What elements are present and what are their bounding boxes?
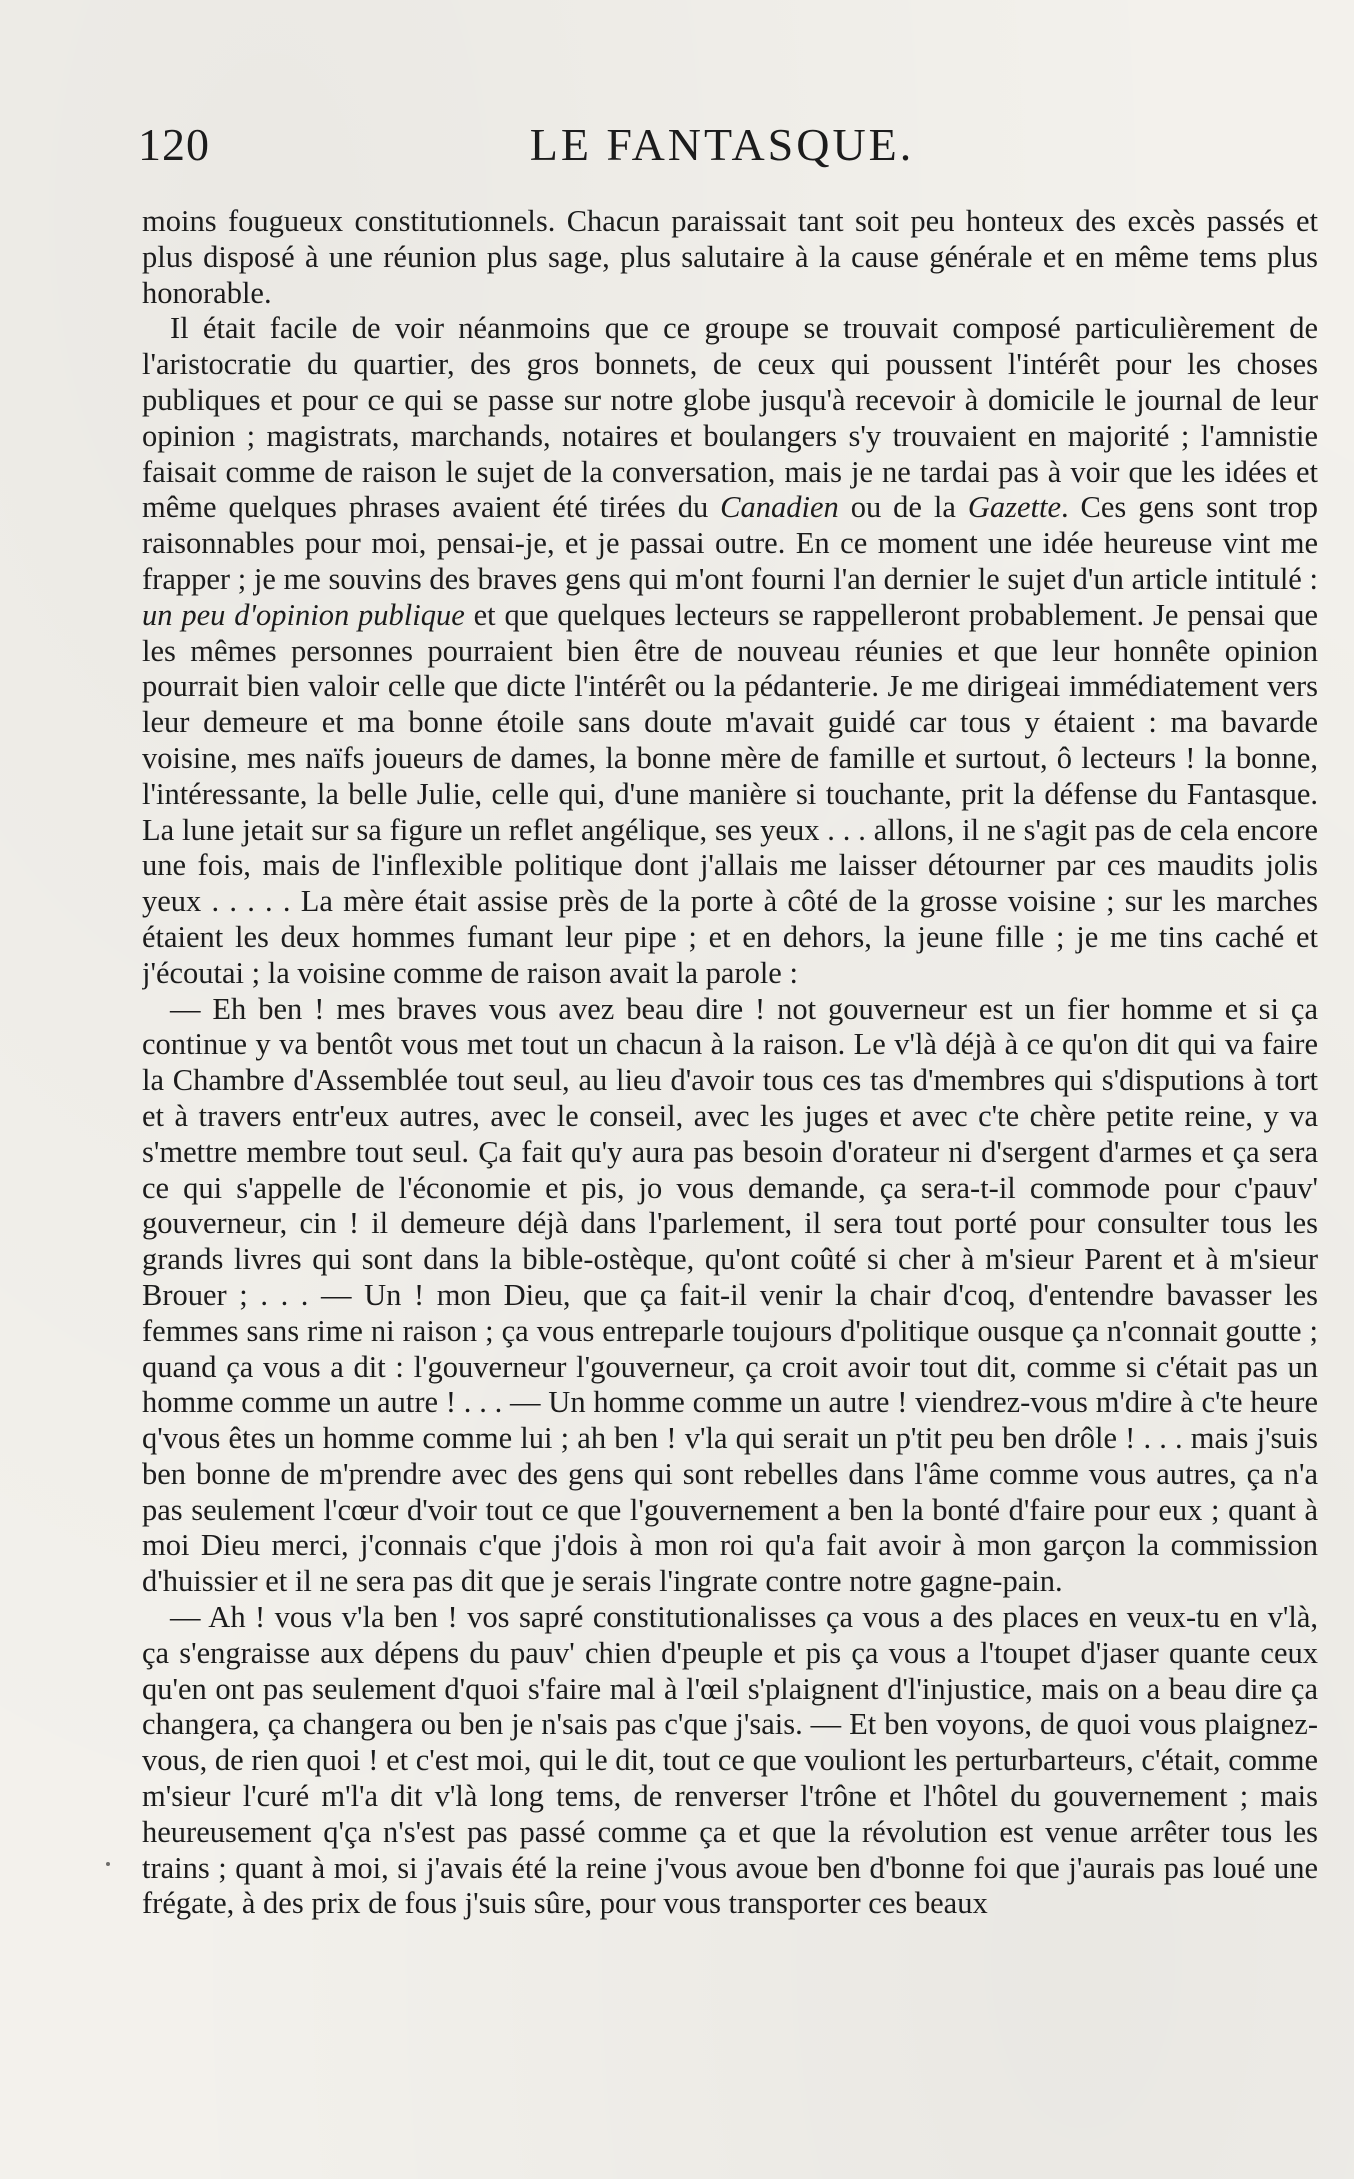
page-number: 120 xyxy=(138,119,210,170)
text-run: et que quelques lecteurs se rappelleront probablement. Je pensai que les mêmes personnes pourraient bien être de nouveau réunies et que leur honnête opinion pourrait bien valoir celle que dicte l'intérêt ou la pédanterie. Je me dirigeai immédiatement vers leur demeure et ma bonne étoile sans doute m'avait guidé car tous y étaient : ma bavarde voisine, mes naïfs joueurs de dames, la bonne mère de famille et surtout, ô lecteurs ! la bonne, l'intéressante, la belle Julie, celle qui, d'une manière si touchante, prit la défense du Fantasque. La lune jetait sur sa figure un reflet angélique, ses yeux . . . allons, il ne s'agit pas de cela encore une fois, mais de l'inflexible politique dont j'allais me laisser détourner par ces maudits jolis yeux . . . . . La mère était assise près de la porte à côté de la grosse voisine ; sur les marches étaient les deux hommes fumant leur pipe ; et en dehors, la jeune fille ; je me tins caché et j'écoutai ; la voisine comme de raison avait la parole : xyxy=(142,597,1318,990)
text-run: ou de la xyxy=(838,490,968,525)
page-header xyxy=(132,118,1312,178)
text-run: — Ah ! vous v'la ben ! vos sapré constitutionalisses ça vous a des places en veux-tu en v'là, ça s'engraisse aux dépens du pauv' chien d'peuple et pis ça vous a l'toupet d'jaser quante ceux qu'en ont pas seulement d'quoi s'faire mal à l'œil s'plaignent d'l'injustice, mais on a beau dire ça changera, ça changera ou ben je n'sais pas c'que j'sais. — Et ben voyons, de quoi vous plaignez-vous, de rien quoi ! et c'est moi, qui le dit, tout ce que vouliont les perturbarteurs, c'était, comme m'sieur l'curé m'l'a dit v'là long tems, de renverser l'trône et l'hôtel du gouvernement ; mais heureusement q'ça n's'est pas passé comme ça et que la révolution est venue arrêter tous les trains ; quant à moi, si j'avais été la reine j'vous avoue ben d'bonne foi que j'aurais pas loué une frégate, à des prix de fous j'suis sûre, pour vous transporter ces beaux xyxy=(142,1600,1318,1921)
ink-speck xyxy=(106,1862,110,1866)
text-run: — Eh ben ! mes braves vous avez beau dire ! not gouverneur est un fier homme et si ça continue y va bentôt vous met tout un chacun à la raison. Le v'là déjà à ce qu'on dit qui va faire la Chambre d'Assemblée tout seul, au lieu d'avoir tous ces tas d'membres qui s'disputions à tort et à travers entr'eux autres, avec le conseil, avec les juges et avec c'te chère petite reine, y va s'mettre membre tout seul. Ça fait qu'y aura pas besoin d'orateur ni d'sergent d'armes et ça sera ce qui s'appelle de l'économie et pis, jo vous demande, ça sera-t-il commode pour c'pauv' gouverneur, cin ! il demeure déjà dans l'parlement, il sera tout porté pour consulter tous les grands livres qui sont dans la bible-ostèque, qu'ont coûté si cher à m'sieur Parent et à m'sieur Brouer ; . . . — Un ! mon Dieu, que ça fait-il venir la chair d'coq, d'entendre bavasser les femmes sans rime ni raison ; ça vous entreparle toujours d'politique ousque ça n'connait goutte ; quand ça vous a dit : l'gouverneur l'gouverneur, ça croit avoir tout dit, comme si c'était pas un homme comme un autre ! . . . — Un homme comme un autre ! viendrez-vous m'dire à c'te heure q'vous êtes un homme comme lui ; ah ben ! v'la qui serait un p'tit peu ben drôle ! . . . mais j'suis ben bonne de m'prendre avec des gens qui sont rebelles dans l'âme comme vous autres, ça n'a pas seulement l'cœur d'voir tout ce que l'gouvernement a ben la bonté d'faire pour eux ; quant à moi Dieu merci, j'connais c'que j'dois à mon roi qu'a fait avoir à mon garçon la commission d'huissier et il ne sera pas dit que je serais l'ingrate contre notre gagne-pain. xyxy=(142,991,1318,1599)
italic-text: Canadien xyxy=(720,490,839,525)
paragraph xyxy=(142,992,1318,1601)
text-run: . Ces gens sont trop raisonnables pour moi, pensai-je, et je passai outre. En ce moment une idée heureuse vint me frapper ; je me souvins des braves gens qui m'ont fourni l'an dernier le sujet d'un article intitulé : xyxy=(142,490,1318,596)
paragraph xyxy=(142,311,1318,991)
italic-text: Gazette xyxy=(967,490,1061,525)
paragraph xyxy=(142,1600,1318,1922)
text-run: Il était facile de voir néanmoins que ce groupe se trouvait composé particulièrement de l'aristocratie du quartier, des gros bonnets, de ceux qui poussent l'intérêt pour les choses publiques et pour ce qui se passe sur notre globe jusqu'à recevoir à domicile le journal de leur opinion ; magistrats, marchands, notaires et boulangers s'y trouvaient en majorité ; l'amnistie faisait comme de raison le sujet de la conversation, mais je ne tardai pas à voir que les idées et même quelques phrases avaient été tirées du xyxy=(142,311,1318,525)
paragraph xyxy=(142,204,1318,311)
text-run: moins fougueux constitutionnels. Chacun paraissait tant soit peu honteux des excès passés et plus disposé à une réunion plus sage, plus salutaire à la cause générale et en même tems plus honorable. xyxy=(142,204,1318,310)
running-head: LE FANTASQUE. xyxy=(529,119,915,170)
body-text xyxy=(142,204,1318,2164)
italic-text: un peu d'opinion publique xyxy=(142,597,465,632)
